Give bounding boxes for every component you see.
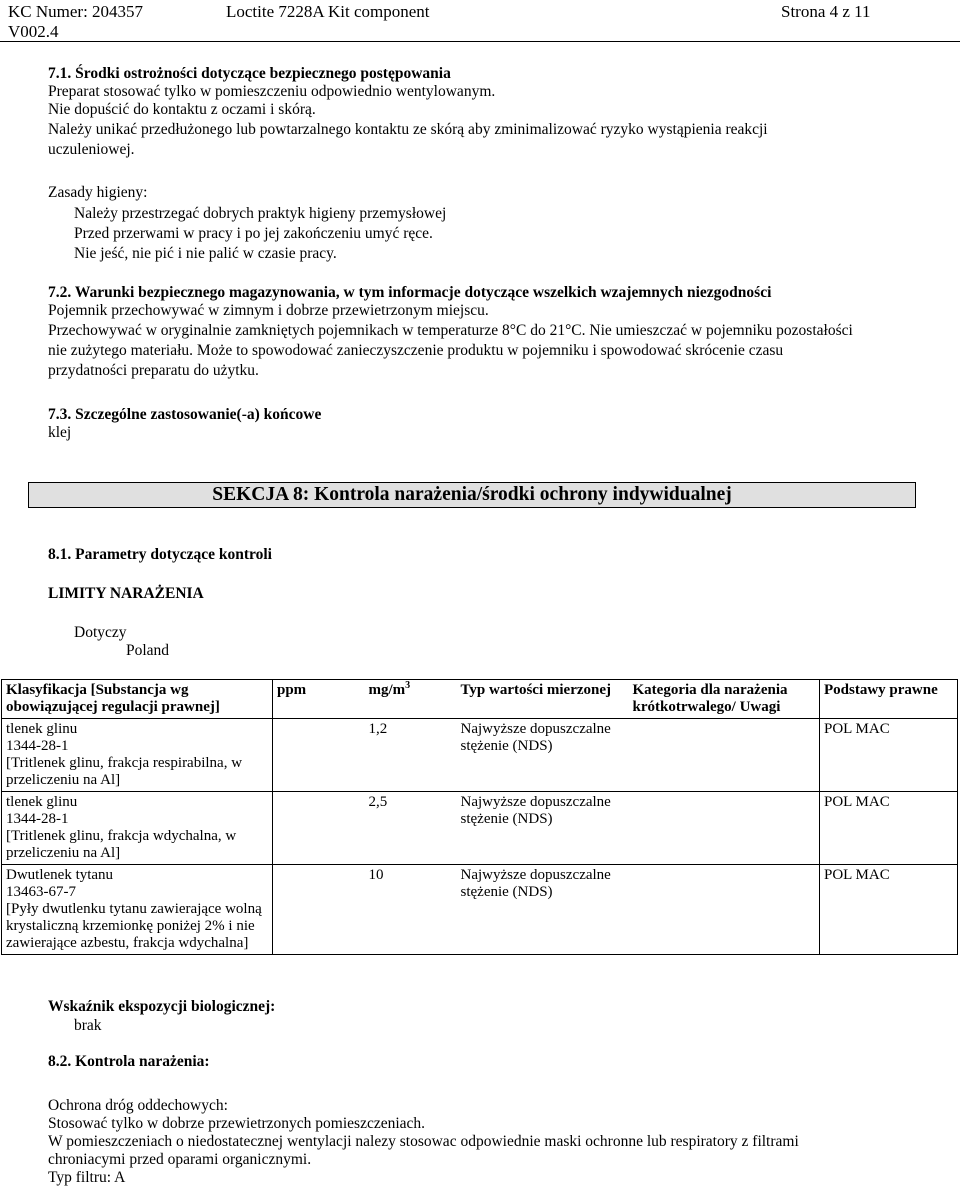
header-legal: Podstawy prawne [820, 680, 958, 719]
text-line: przydatności preparatu do użytku. [48, 362, 259, 379]
header-mgm3 [365, 680, 457, 719]
cell-substance [2, 792, 273, 865]
cell-type: Najwyższe dopuszczalne stężenie (NDS) [457, 865, 629, 955]
version: V002.4 [8, 22, 59, 41]
bio-title: Wskaźnik ekspozycji biologicznej: [48, 998, 276, 1015]
cell-substance [2, 865, 273, 955]
table-row [2, 719, 958, 792]
cell-ppm [273, 865, 365, 955]
section-7-1-title: 7.1. Środki ostrożności dotyczące bezpiecznego postępowania [48, 65, 451, 82]
cell-type: Najwyższe dopuszczalne stężenie (NDS) [457, 792, 629, 865]
hygiene-line: Nie jeść, nie pić i nie palić w czasie pracy. [74, 245, 337, 262]
cell-category [629, 719, 820, 792]
section-7-1 [48, 65, 948, 159]
cell-ppm [273, 792, 365, 865]
hygiene-label: Zasady higieny: [48, 184, 148, 201]
resp-label: Ochrona dróg oddechowych: [48, 1097, 228, 1114]
header-classification: Klasyfikacja [Substancja wg obowiązującej regulacji prawnej] [2, 680, 273, 719]
section-7-2 [48, 284, 948, 380]
section-8-banner: SEKCJA 8: Kontrola narażenia/środki ochrony indywidualnej [28, 482, 916, 508]
text-line: W pomieszczeniach o niedostatecznej wentylacji nalezy stosowac odpowiednie maski ochronne lub respiratory z filtrami [48, 1133, 799, 1150]
text-line: Typ filtru: A [48, 1169, 126, 1186]
text-line: uczuleniowej. [48, 141, 135, 158]
substance-name: Dwutlenek tytanu [6, 867, 114, 883]
text-line: Należy unikać przedłużonego lub powtarzalnego kontaktu ze skórą aby zminimalizować ryzyko wystąpienia reakcji [48, 121, 768, 138]
table-row [2, 865, 958, 955]
cell-mgm3: 2,5 [365, 792, 457, 865]
substance-cas: 1344-28-1 [6, 738, 69, 754]
text-line: Przechowywać w oryginalnie zamkniętych pojemnikach w temperaturze 8°C do 21°C. Nie umieszczać w pojemniku pozostałości [48, 322, 853, 339]
bio-value: brak [74, 1017, 102, 1034]
hygiene-line: Należy przestrzegać dobrych praktyk higieny przemysłowej [74, 205, 447, 222]
substance-desc: [Tritlenek glinu, frakcja wdychalna, w przeliczeniu na Al] [6, 828, 237, 861]
substance-cas: 1344-28-1 [6, 811, 69, 827]
text-line: Preparat stosować tylko w pomieszczeniu odpowiednio wentylowanym. [48, 83, 496, 100]
hygiene-line: Przed przerwami w pracy i po jej zakończeniu umyć ręce. [74, 225, 433, 242]
substance-name: tlenek glinu [6, 721, 78, 737]
country: Poland [126, 642, 170, 659]
exposure-limits-table [1, 679, 958, 955]
cell-substance [2, 719, 273, 792]
header-category: Kategoria dla narażenia krótkotrwalego/ Uwagi [629, 680, 820, 719]
cell-category [629, 792, 820, 865]
cell-category [629, 865, 820, 955]
text-line: Stosować tylko w dobrze przewietrzonych pomieszczeniach. [48, 1115, 426, 1132]
substance-cas: 13463-67-7 [6, 884, 76, 900]
applies-label: Dotyczy [74, 624, 127, 641]
kc-number: KC Numer: 204357 [8, 2, 144, 21]
section-7-2-title: 7.2. Warunki bezpiecznego magazynowania, w tym informacje dotyczące wszelkich wzajemnych niezgodności [48, 284, 772, 301]
cell-legal: POL MAC [820, 719, 958, 792]
mgm3-unit: mg/m [368, 682, 406, 698]
cell-legal: POL MAC [820, 792, 958, 865]
table-header-row [2, 680, 958, 719]
section-7-3-title: 7.3. Szczególne zastosowanie(-a) końcowe [48, 406, 322, 423]
cell-legal: POL MAC [820, 865, 958, 955]
cell-type: Najwyższe dopuszczalne stężenie (NDS) [457, 719, 629, 792]
header-ppm: ppm [273, 680, 365, 719]
hygiene-block [48, 184, 948, 263]
substance-desc: [Pyły dwutlenku tytanu zawierające wolną krystaliczną krzemionkę poniżej 2% i nie zawierające azbestu, frakcja wdychalna] [6, 901, 262, 951]
limits-title: LIMITY NARAŻENIA [48, 585, 204, 602]
header-type: Typ wartości mierzonej [457, 680, 629, 719]
cell-mgm3: 10 [365, 865, 457, 955]
section-8-1-title: 8.1. Parametry dotyczące kontroli [48, 546, 272, 563]
text-line: chroniacymi przed oparami organicznymi. [48, 1151, 312, 1168]
header-rule [0, 41, 960, 42]
cell-ppm [273, 719, 365, 792]
section-7-3 [48, 406, 948, 442]
product-name: Loctite 7228A Kit component [226, 2, 430, 21]
substance-name: tlenek glinu [6, 794, 78, 810]
substance-desc: [Tritlenek glinu, frakcja respirabilna, w przeliczeniu na Al] [6, 755, 243, 788]
text-line: klej [48, 424, 72, 441]
cell-mgm3: 1,2 [365, 719, 457, 792]
table-row [2, 792, 958, 865]
page-number: Strona 4 z 11 [781, 2, 871, 21]
section-8-2-title: 8.2. Kontrola narażenia: [48, 1053, 210, 1070]
text-line: nie zużytego materiału. Może to spowodować zanieczyszczenie produktu w pojemniku i spowodować skrócenie czasu [48, 342, 784, 359]
mgm3-superscript: 3 [405, 680, 411, 691]
text-line: Nie dopuścić do kontaktu z oczami i skórą. [48, 101, 316, 118]
section-8-2 [48, 1097, 948, 1187]
text-line: Pojemnik przechowywać w zimnym i dobrze przewietrzonym miejscu. [48, 302, 489, 319]
